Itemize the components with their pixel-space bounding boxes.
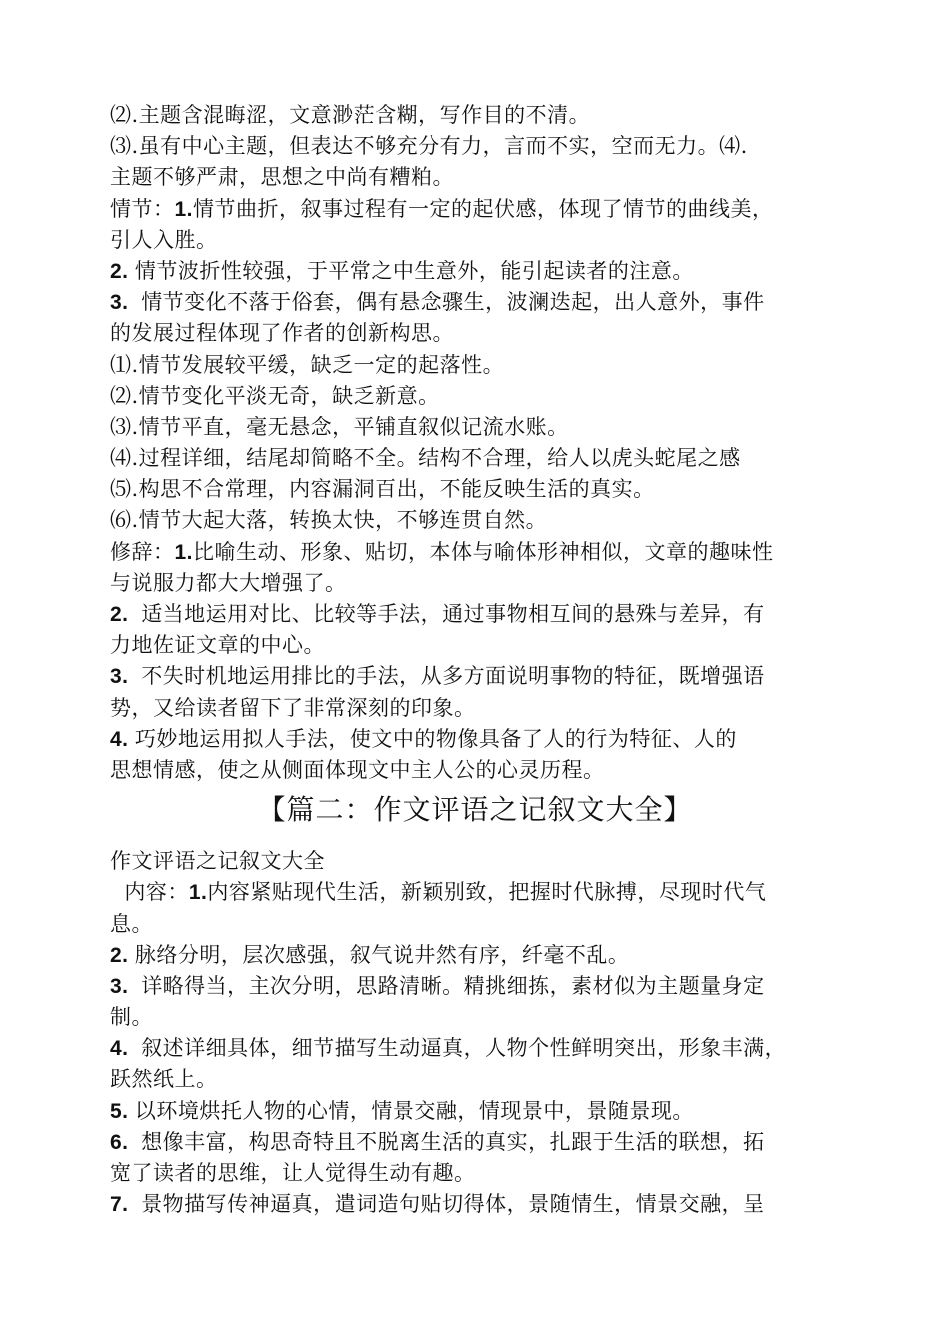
text-line [110,256,840,287]
line-text: 跃然纸上。 [110,1067,218,1092]
line-text: 宽了读者的思维，让人觉得生动有趣。 [110,1161,476,1185]
item-number: 2. [110,603,142,626]
line-text: ⑹.情节大起大落，转换太快，不够连贯自然。 [110,508,548,533]
line-text: 主题不够严肃，思想之中尚有糟粕。 [110,165,454,190]
line-text: 适当地运用对比、比较等手法，通过事物相互间的悬殊与差异，有 [141,602,765,626]
line-text: ⑶.情节平直，毫无悬念，平铺直叙似记流水账。 [110,414,569,439]
text-line [110,1127,840,1158]
item-number: 6. [110,1130,142,1154]
text-line [110,599,840,630]
text-line [110,1064,840,1095]
item-number: 1. [188,881,208,905]
line-text: 引人入胜。 [110,227,218,252]
item-number: 4. [110,1037,142,1061]
text-line [110,724,840,755]
text-line [110,505,840,536]
text-line [110,755,840,786]
line-prefix: 情节： [110,196,175,221]
section-pian2 [110,846,840,1220]
text-line [110,287,840,318]
text-line [110,1002,840,1033]
line-text: 叙述详细具体，细节描写生动逼真，人物个性鲜明突出，形象丰满， [141,1036,787,1061]
text-line [110,162,840,193]
line-prefix: 修辞： [110,539,175,564]
line-text: 脉络分明，层次感强，叙气说井然有序，纤毫不乱。 [134,942,630,967]
line-text: 情节变化不落于俗套，偶有悬念骤生，波澜迭起，出人意外，事件 [141,290,765,315]
item-number: 3. [110,291,142,315]
line-text: 力地佐证文章的中心。 [110,633,325,658]
item-number: 2. [110,259,135,283]
line-text: 想像丰富，构思奇特且不脱离生活的真实，扎跟于生活的联想，拓 [141,1129,765,1154]
line-text: 不失时机地运用排比的手法，从多方面说明事物的特征，既增强语 [141,664,765,689]
item-number: 4. [110,727,135,751]
item-number: 3. [110,974,142,998]
line-text: ⑸.构思不合常理，内容漏洞百出，不能反映生活的真实。 [110,477,655,502]
item-number: 1. [174,540,194,564]
text-line [110,1189,840,1220]
text-line [110,1096,840,1127]
text-line [110,877,840,908]
line-text: ⑵.主题含混晦涩，文意渺茫含糊，写作目的不清。 [110,103,591,127]
item-number: 5. [110,1099,135,1123]
text-line [110,443,840,474]
line-text: 的发展过程体现了作者的创新构思。 [110,321,454,346]
line-text: ⑷.过程详细，结尾却简略不全。结构不合理，给人以虎头蛇尾之感 [110,446,741,471]
line-text: 景物描写传神逼真，遣词造句贴切得体，景随情生，情景交融，呈 [141,1192,765,1217]
text-line [110,909,840,940]
text-line [110,100,840,131]
line-text: 制。 [110,1005,153,1030]
item-number: 7. [110,1193,142,1217]
line-text: 情节曲折，叙事过程有一定的起伏感，体现了情节的曲线美， [193,196,774,221]
line-text: 以环境烘托人物的心情，情景交融，情现景中，景随景现。 [134,1098,694,1123]
text-line [110,1033,840,1064]
text-line [110,381,840,412]
line-text: ⑵.情节变化平淡无奇，缺乏新意。 [110,383,440,408]
text-line [110,350,840,381]
text-line [110,630,840,661]
section-heading: 【篇二：作文评语之记叙文大全】 [257,793,693,827]
text-line [110,971,840,1002]
text-line [110,474,840,505]
document-page [110,100,840,1220]
text-line [110,661,840,692]
text-line [110,1158,840,1189]
line-text: 思想情感，使之从侧面体现文中主人公的心灵历程。 [110,757,605,782]
text-line [110,194,840,225]
item-number: 1. [174,197,194,221]
line-text: 息。 [110,911,153,936]
item-number: 2. [110,943,135,967]
line-prefix: 内容： [110,880,189,905]
item-number: 3. [110,665,142,689]
line-text: 详略得当，主次分明，思路清晰。精挑细拣，素材似为主题量身定 [141,973,765,998]
line-text: 巧妙地运用拟人手法，使文中的物像具备了人的行为特征、人的 [134,726,737,751]
text-line [110,537,840,568]
text-line [110,225,840,256]
line-text: ⑶.虽有中心主题，但表达不够充分有力，言而不实，空而无力。⑷. [110,134,748,159]
text-line [110,693,840,724]
text-line [110,940,840,971]
text-line [110,318,840,349]
text-line [110,412,840,443]
line-text: 与说服力都大大增强了。 [110,570,347,595]
text-line [110,131,840,162]
section-pian1-tail [110,100,840,786]
line-text: 内容紧贴现代生活，新颖别致，把握时代脉搏，尽现时代气 [207,880,767,905]
line-text: 作文评语之记叙文大全 [110,849,325,874]
text-line [110,568,840,599]
line-text: 势，又给读者留下了非常深刻的印象。 [110,695,476,720]
line-text: 比喻生动、形象、贴切，本体与喻体形神相似，文章的趣味性 [193,539,774,564]
line-text: ⑴.情节发展较平缓，缺乏一定的起落性。 [110,352,505,377]
line-text: 情节波折性较强，于平常之中生意外，能引起读者的注意。 [134,258,694,283]
text-line [110,846,840,877]
